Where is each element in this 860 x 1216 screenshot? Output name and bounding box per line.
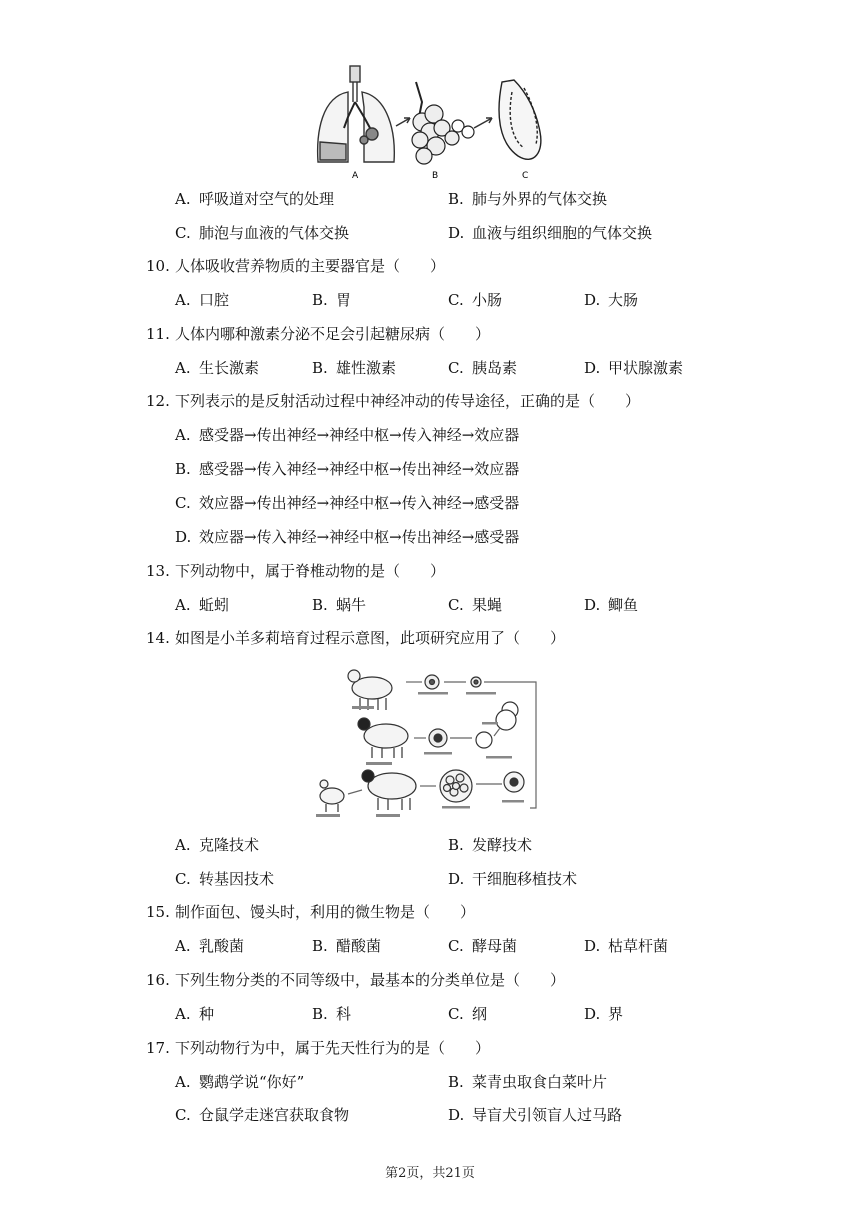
q12-option-c: C. 效应器→传出神经→神经中枢→传入神经→感受器 [175,494,520,512]
q11-option-a: A. 生长激素 [175,359,260,377]
page-footer: 第2页，共21页 [385,1166,475,1181]
q13-option-c: C. 果蝇 [448,596,503,614]
question-text: 下列动物行为中，属于先天性行为的是（ ） [175,1039,491,1057]
q17-option-a: A. 鹦鹉学说“你好” [175,1073,305,1091]
q10-option-d: D. 大肠 [584,291,639,309]
q11-option-b: B. 雄性激素 [312,359,397,377]
question-number: 16. [146,971,170,989]
q13-option-b: B. 蜗牛 [312,596,367,614]
cloning-figure [306,658,554,820]
q15-option-d: D. 枯草杆菌 [584,937,669,955]
q9-option-a: A. 呼吸道对空气的处理 [175,190,335,208]
question-number: 10. [146,257,170,275]
q15-option-b: B. 醋酸菌 [312,937,382,955]
q17-option-b: B. 菜青虫取食白菜叶片 [448,1073,608,1091]
q9-option-c: C. 肺泡与血液的气体交换 [175,224,350,242]
question-text: 下列动物中，属于脊椎动物的是（ ） [175,562,446,580]
q15-option-a: A. 乳酸菌 [175,937,245,955]
q9-option-b: B. 肺与外界的气体交换 [448,190,608,208]
q12-option-b: B. 感受器→传入神经→神经中枢→传出神经→效应器 [175,460,520,478]
question-text: 下列生物分类的不同等级中，最基本的分类单位是（ ） [175,971,566,989]
q15-option-c: C. 酵母菌 [448,937,518,955]
q16-option-a: A. 种 [175,1005,215,1023]
q12-option-d: D. 效应器→传入神经→神经中枢→传出神经→感受器 [175,528,520,546]
question-text: 人体吸收营养物质的主要器官是（ ） [175,257,446,275]
respiration-figure [312,62,552,180]
question-number: 11. [146,325,170,343]
question-number: 15. [146,903,170,921]
figure-label-a: A [352,171,359,180]
q13-option-a: A. 蚯蚓 [175,596,230,614]
q10-option-c: C. 小肠 [448,291,503,309]
question-number: 17. [146,1039,170,1057]
q12-option-a: A. 感受器→传出神经→神经中枢→传入神经→效应器 [175,426,520,444]
q10-option-b: B. 胃 [312,291,352,309]
figure-label-c: C [522,171,529,180]
q14-option-d: D. 干细胞移植技术 [448,870,578,888]
q17-option-c: C. 仓鼠学走迷宫获取食物 [175,1106,350,1124]
q14-option-a: A. 克隆技术 [175,836,260,854]
q16-option-c: C. 纲 [448,1005,488,1023]
q11-option-c: C. 胰岛素 [448,359,518,377]
question-text: 下列表示的是反射活动过程中神经冲动的传导途径，正确的是（ ） [175,392,641,410]
question-text: 制作面包、馒头时，利用的微生物是（ ） [175,903,476,921]
q10-option-a: A. 口腔 [175,291,230,309]
question-number: 12. [146,392,170,410]
question-text: 如图是小羊多莉培育过程示意图，此项研究应用了（ ） [175,629,566,647]
q14-option-c: C. 转基因技术 [175,870,275,888]
question-number: 14. [146,629,170,647]
q14-option-b: B. 发酵技术 [448,836,533,854]
q16-option-d: D. 界 [584,1005,624,1023]
question-number: 13. [146,562,170,580]
q13-option-d: D. 鲫鱼 [584,596,639,614]
q17-option-d: D. 导盲犬引领盲人过马路 [448,1106,623,1124]
figure-label-b: B [432,171,439,180]
question-text: 人体内哪种激素分泌不足会引起糖尿病（ ） [175,325,491,343]
q16-option-b: B. 科 [312,1005,352,1023]
q9-option-d: D. 血液与组织细胞的气体交换 [448,224,653,242]
q11-option-d: D. 甲状腺激素 [584,359,684,377]
